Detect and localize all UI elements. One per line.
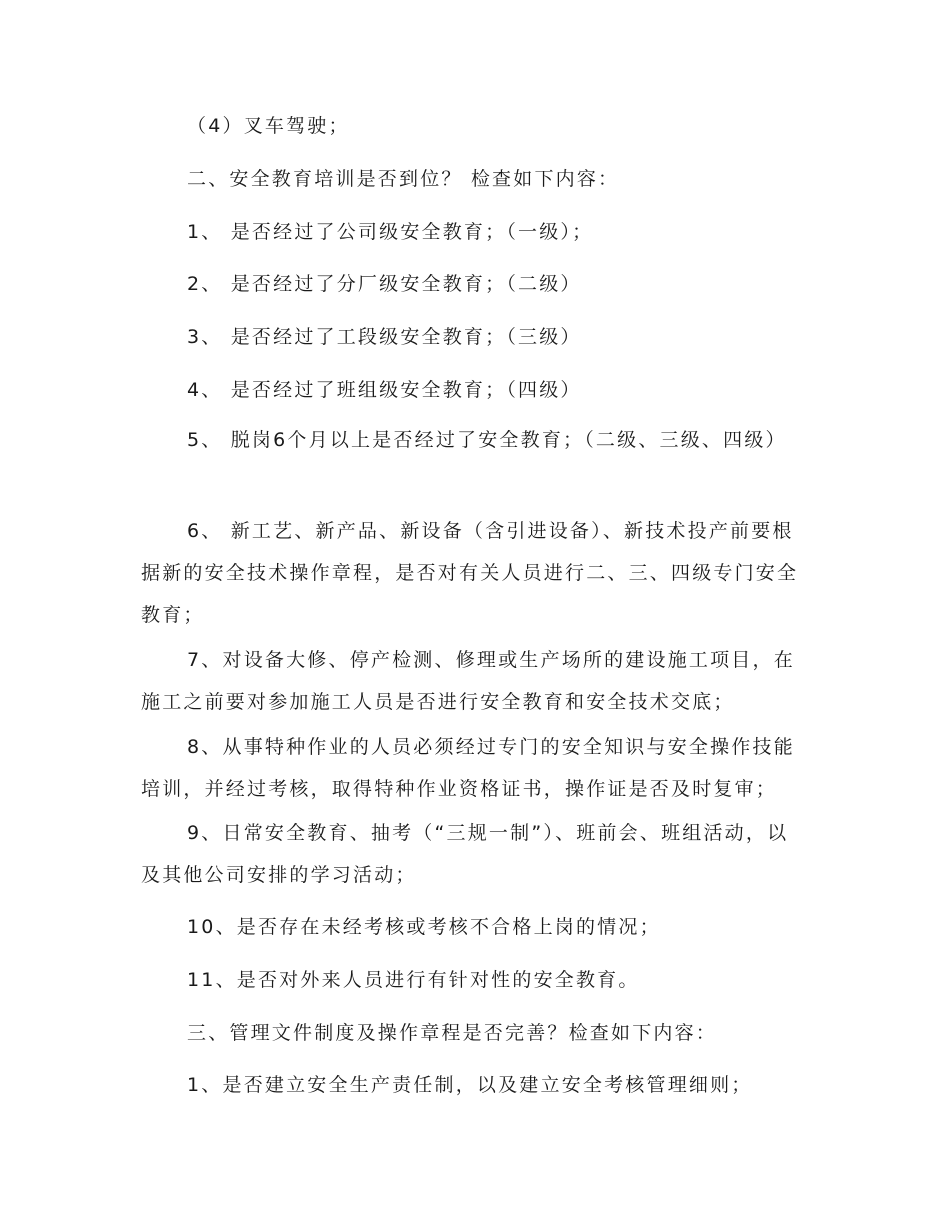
list-item-section-level: 3、 是否经过了工段级安全教育；（三级） xyxy=(187,326,582,348)
paragraph-forklift-driving: （4）叉车驾驶； xyxy=(187,115,350,137)
list-item-responsibility-system: 1、是否建立安全生产责任制，以及建立安全考核管理细则； xyxy=(187,1074,753,1096)
section-heading-management-documents: 三、管理文件制度及操作章程是否完善？检查如下内容： xyxy=(187,1022,718,1044)
list-item-special-operations: 8、从事特种作业的人员必须经过专门的安全知识与安全操作技能培训，并经过考核，取得特种作业资格证书，操作证是否及时复审； xyxy=(141,736,795,800)
list-item-factory-level: 2、 是否经过了分厂级安全教育；（二级） xyxy=(187,273,582,295)
list-item-daily-education: 9、日常安全教育、抽考（“三规一制”）、班前会、班组活动，以及其他公司安排的学习活动； xyxy=(141,822,789,886)
list-item-overhaul-construction: 7、对设备大修、停产检测、修理或生产场所的建设施工项目，在施工之前要对参加施工人员是否进行安全教育和安全技术交底； xyxy=(141,649,795,713)
list-item-team-level: 4、 是否经过了班组级安全教育；（四级） xyxy=(187,379,582,401)
list-item-company-level: 1、 是否经过了公司级安全教育；（一级）； xyxy=(187,221,594,243)
list-item-new-technology: 6、 新工艺、新产品、新设备（含引进设备）、新技术投产前要根据新的安全技术操作章程，是否对有关人员进行二、三、四级专门安全教育； xyxy=(141,520,799,626)
list-item-external-personnel: 11、是否对外来人员进行有针对性的安全教育。 xyxy=(187,969,640,991)
section-heading-safety-training: 二、安全教育培训是否到位？ 检查如下内容： xyxy=(187,168,620,190)
list-item-off-post: 5、 脱岗6个月以上是否经过了安全教育；（二级、三级、四级） xyxy=(187,429,787,451)
list-item-unqualified-posts: 10、是否存在未经考核或考核不合格上岗的情况； xyxy=(187,916,661,938)
